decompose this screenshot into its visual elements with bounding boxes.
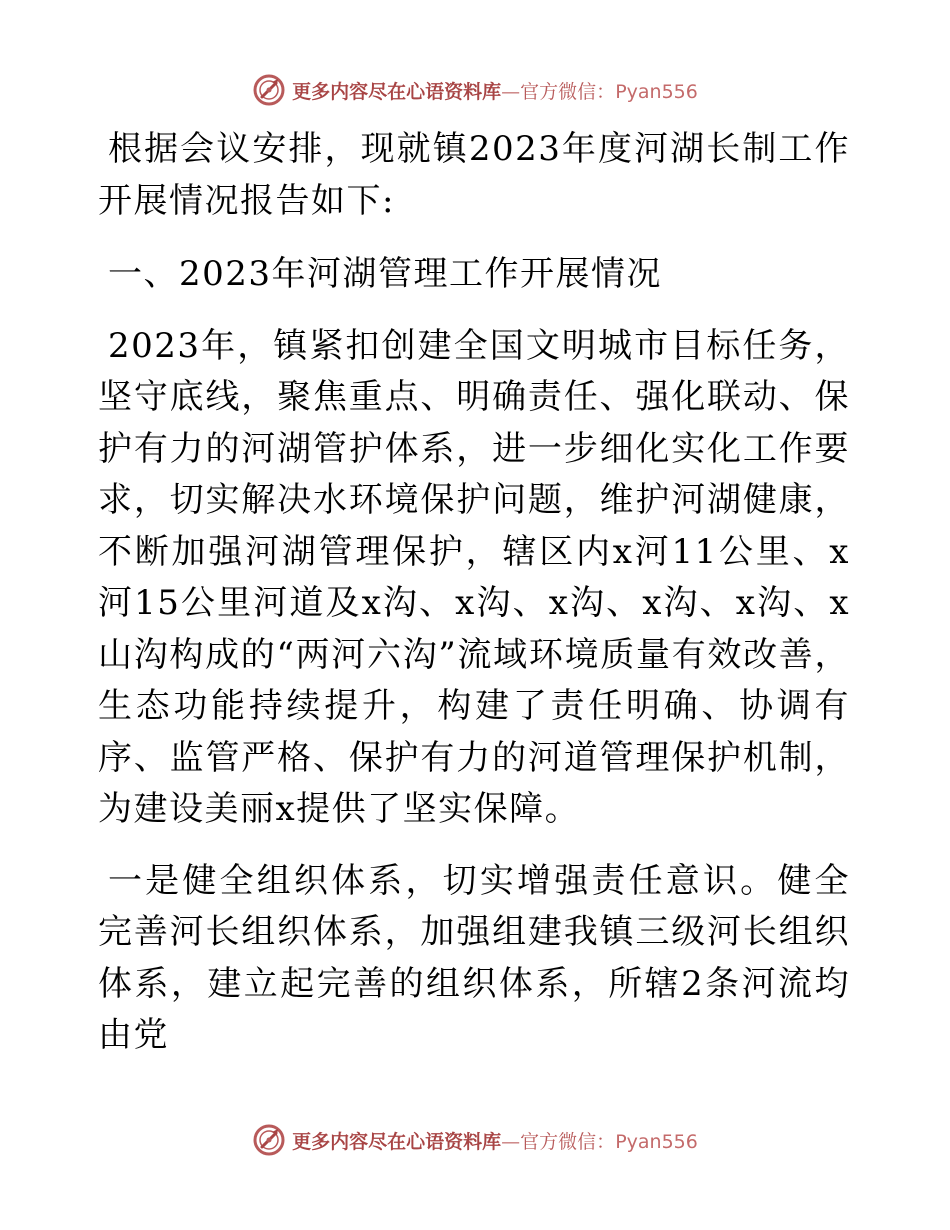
watermark-text	[292, 1127, 698, 1154]
section-heading: 一、2023年河湖管理工作开展情况	[108, 254, 663, 294]
watermark-dash: —	[501, 80, 521, 103]
watermark-brand: 更多内容尽在心语资料库	[292, 1130, 502, 1153]
watermark-wechat-id: Pyan556	[615, 1130, 698, 1153]
watermark-dash: —	[501, 1130, 521, 1153]
watermark-suffix: 官方微信：	[520, 1130, 616, 1153]
footer-watermark	[0, 1120, 950, 1160]
watermark-text	[292, 77, 698, 104]
paragraph-overview: 2023年，镇紧扣创建全国文明城市目标任务，坚守底线，聚焦重点、明确责任、强化联动、保护有力的河湖管护体系，进一步细化实化工作要求，切实解决水环境保护问题，维护河湖健康，不断加强河湖管理保护，辖区内x河11公里、x河15公里河道及x沟、x沟、x沟、x沟、x沟、x山沟构成的“两河六沟”流域环境质量有效改善，生态功能持续提升，构建了责任明确、协调有序、监管严格、保护有力的河道管理保护机制，为建设美丽x提供了坚实保障。	[98, 325, 850, 829]
paragraph-intro: 根据会议安排，现就镇2023年度河湖长制工作开展情况报告如下:	[98, 129, 850, 221]
watermark-wechat-id: Pyan556	[615, 80, 698, 103]
watermark-suffix: 官方微信：	[520, 80, 616, 103]
seal-logo-icon	[252, 73, 286, 107]
header-watermark	[0, 70, 950, 110]
document-body	[98, 124, 850, 1062]
paragraph-organization: 一是健全组织体系，切实增强责任意识。健全完善河长组织体系，加强组建我镇三级河长组织体系，建立起完善的组织体系，所辖2条河流均由党	[98, 860, 850, 1055]
seal-logo-icon	[252, 1123, 286, 1157]
watermark-brand: 更多内容尽在心语资料库	[292, 80, 502, 103]
